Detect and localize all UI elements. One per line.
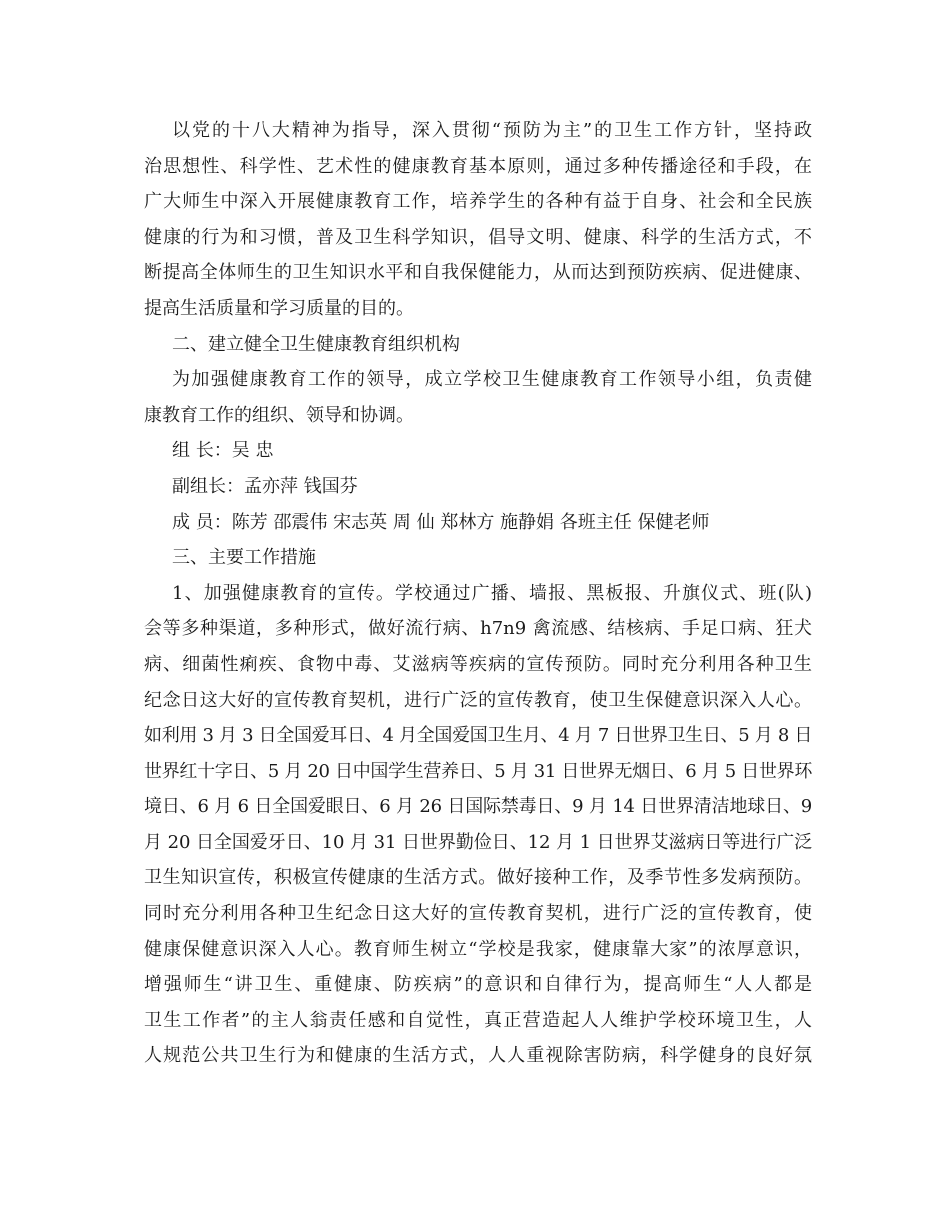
paragraph-line: 1、加强健康教育的宣传。学校通过广播、墙报、黑板报、升旗仪式、班(队) bbox=[172, 582, 812, 604]
paragraph-line: 卫生知识宣传，积极宣传健康的生活方式。做好接种工作，及季节性多发病预防。 bbox=[144, 867, 812, 889]
document-body bbox=[144, 113, 812, 1074]
paragraph-line: 境日、6 月 6 日全国爱眼日、6 月 26 日国际禁毒日、9 月 14 日世界清洁地球日、9 bbox=[144, 796, 812, 818]
paragraph-line: 提高生活质量和学习质量的目的。 bbox=[144, 297, 414, 319]
section-heading: 三、主要工作措施 bbox=[172, 547, 316, 569]
member-line: 成 员：陈芳 邵震伟 宋志英 周 仙 郑林方 施静娟 各班主任 保健老师 bbox=[172, 511, 710, 533]
paragraph-line: 人规范公共卫生行为和健康的生活方式，人人重视除害防病，科学健身的良好氛 bbox=[144, 1045, 812, 1067]
section-heading: 二、建立健全卫生健康教育组织机构 bbox=[172, 333, 460, 355]
paragraph-line: 以党的十八大精神为指导，深入贯彻“预防为主”的卫生工作方针，坚持政 bbox=[172, 120, 812, 141]
paragraph-line: 同时充分利用各种卫生纪念日这大好的宣传教育契机，进行广泛的宣传教育，使 bbox=[144, 903, 812, 925]
paragraph-line: 增强师生“讲卫生、重健康、防疾病”的意识和自律行为，提高师生“人人都是 bbox=[144, 974, 812, 996]
paragraph-line: 康教育工作的组织、领导和协调。 bbox=[144, 404, 414, 426]
paragraph-line: 断提高全体师生的卫生知识水平和自我保健能力，从而达到预防疾病、促进健康、 bbox=[144, 262, 812, 284]
paragraph-line: 月 20 日全国爱牙日、10 月 31 日世界勤俭日、12 月 1 日世界艾滋病日等进行广泛 bbox=[144, 831, 812, 853]
paragraph-line: 健康保健意识深入人心。教育师生树立“学校是我家，健康靠大家”的浓厚意识， bbox=[144, 938, 812, 960]
paragraph-line: 如利用 3 月 3 日全国爱耳日、4 月全国爱国卫生月、4 月 7 日世界卫生日、5 月 8 日 bbox=[144, 725, 812, 747]
paragraph-line: 为加强健康教育工作的领导，成立学校卫生健康教育工作领导小组，负责健 bbox=[172, 369, 812, 391]
paragraph-line: 健康的行为和习惯，普及卫生科学知识，倡导文明、健康、科学的生活方式，不 bbox=[144, 226, 812, 248]
member-line: 组 长：吴 忠 bbox=[172, 440, 274, 462]
paragraph-line: 世界红十字日、5 月 20 日中国学生营养日、5 月 31 日世界无烟日、6 月 5 日世界环 bbox=[144, 760, 812, 782]
paragraph-line: 广大师生中深入开展健康教育工作，培养学生的各种有益于自身、社会和全民族 bbox=[144, 191, 812, 213]
paragraph-line: 治思想性、科学性、艺术性的健康教育基本原则，通过多种传播途径和手段，在 bbox=[144, 155, 812, 177]
paragraph-line: 卫生工作者”的主人翁责任感和自觉性，真正营造起人人维护学校环境卫生，人 bbox=[144, 1009, 812, 1031]
paragraph-line: 病、细菌性痢疾、食物中毒、艾滋病等疾病的宣传预防。同时充分利用各种卫生 bbox=[144, 653, 812, 675]
paragraph-line: 纪念日这大好的宣传教育契机，进行广泛的宣传教育，使卫生保健意识深入人心。 bbox=[144, 689, 812, 711]
member-line: 副组长：孟亦萍 钱国芬 bbox=[172, 475, 358, 497]
paragraph-line: 会等多种渠道，多种形式，做好流行病、h7n9 禽流感、结核病、手足口病、狂犬 bbox=[144, 618, 812, 640]
